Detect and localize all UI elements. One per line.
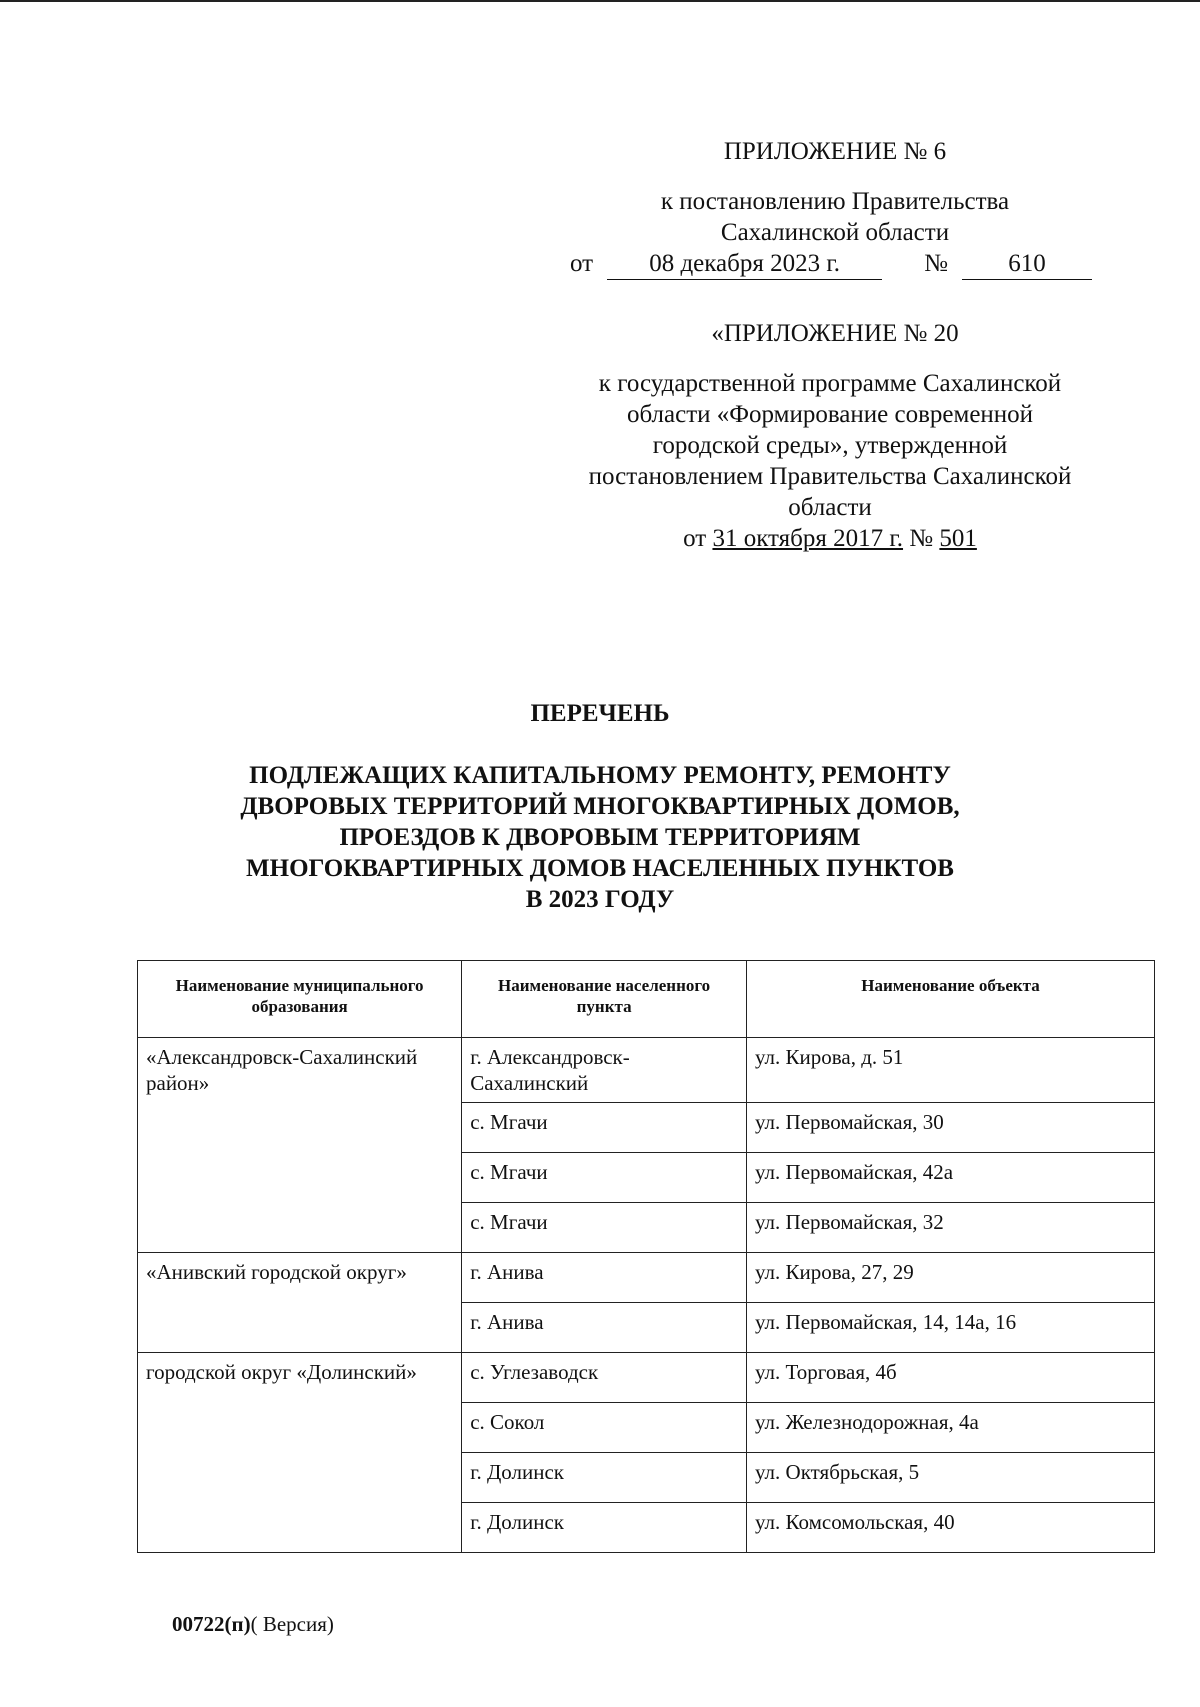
object-cell: ул. Кирова, д. 51 <box>746 1038 1154 1103</box>
decree-date: 08 декабря 2023 г. <box>607 248 882 280</box>
table-header-row <box>138 961 1155 1038</box>
object-cell: ул. Железнодорожная, 4а <box>746 1403 1154 1453</box>
program-line: к государственной программе Сахалинской <box>598 370 1062 397</box>
table-row <box>138 1353 1155 1403</box>
settlement-cell: г. Анива <box>462 1253 747 1303</box>
document-footer <box>172 1612 334 1637</box>
program-line: городской среды», утвержденной <box>652 432 1008 459</box>
number-sign: № <box>924 250 948 277</box>
object-cell: ул. Первомайская, 14, 14а, 16 <box>746 1303 1154 1353</box>
municipality-cell: «Александровск-Сахалинский район» <box>138 1038 462 1253</box>
decree-number: 610 <box>962 248 1092 280</box>
settlement-cell: г. Анива <box>462 1303 747 1353</box>
subtitle-line: ПРОЕЗДОВ К ДВОРОВЫМ ТЕРРИТОРИЯМ <box>339 824 861 851</box>
subtitle-line: В 2023 ГОДУ <box>525 886 675 913</box>
top-border-line <box>0 0 1200 2</box>
program-number: 501 <box>939 525 977 552</box>
subtitle-line: ДВОРОВЫХ ТЕРРИТОРИЙ МНОГОКВАРТИРНЫХ ДОМОВ, <box>240 793 960 820</box>
settlement-cell: с. Мгачи <box>462 1153 747 1203</box>
decree-line: к постановлению Правительства <box>660 188 1010 215</box>
from-word: от <box>570 250 594 277</box>
municipality-cell: городской округ «Долинский» <box>138 1353 462 1553</box>
document-title: ПЕРЕЧЕНЬ <box>530 700 670 727</box>
document-code: 00722(п) <box>172 1612 251 1636</box>
header-settlement: Наименование населенного пункта <box>462 961 747 1038</box>
table-row <box>138 1253 1155 1303</box>
decree-date-line <box>570 248 1092 280</box>
header-municipality: Наименование муниципального образования <box>138 961 462 1038</box>
object-cell: ул. Первомайская, 32 <box>746 1203 1154 1253</box>
settlement-cell: с. Мгачи <box>462 1103 747 1153</box>
settlement-cell: г. Долинск <box>462 1503 747 1553</box>
settlement-cell: с. Углезаводск <box>462 1353 747 1403</box>
settlement-cell: г. Долинск <box>462 1453 747 1503</box>
objects-table <box>137 960 1155 1553</box>
document-version: ( Версия) <box>250 1612 334 1636</box>
table-row <box>138 1038 1155 1103</box>
settlement-cell: с. Мгачи <box>462 1203 747 1253</box>
subtitle-line: МНОГОКВАРТИРНЫХ ДОМОВ НАСЕЛЕННЫХ ПУНКТОВ <box>246 855 954 882</box>
appendix-title: ПРИЛОЖЕНИЕ № 6 <box>723 138 947 165</box>
settlement-cell: г. Александровск-Сахалинский <box>462 1038 747 1103</box>
object-cell: ул. Октябрьская, 5 <box>746 1453 1154 1503</box>
object-cell: ул. Комсомольская, 40 <box>746 1503 1154 1553</box>
object-cell: ул. Торговая, 4б <box>746 1353 1154 1403</box>
object-cell: ул. Первомайская, 30 <box>746 1103 1154 1153</box>
object-cell: ул. Кирова, 27, 29 <box>746 1253 1154 1303</box>
program-date: 31 октября 2017 г. <box>712 525 904 552</box>
program-line: области <box>788 494 872 521</box>
subtitle-line: ПОДЛЕЖАЩИХ КАПИТАЛЬНОМУ РЕМОНТУ, РЕМОНТУ <box>249 762 951 789</box>
settlement-cell: с. Сокол <box>462 1403 747 1453</box>
program-line: постановлением Правительства Сахалинской <box>588 463 1072 490</box>
program-date-line <box>550 523 1110 554</box>
program-line: области «Формирование современной <box>626 401 1034 428</box>
document-subtitle <box>150 760 1050 915</box>
decree-reference <box>590 186 1080 248</box>
municipality-cell: «Анивский городской округ» <box>138 1253 462 1353</box>
appendix20-title: «ПРИЛОЖЕНИЕ № 20 <box>711 320 959 347</box>
number-sign: № <box>909 525 934 552</box>
program-reference <box>550 368 1110 554</box>
object-cell: ул. Первомайская, 42а <box>746 1153 1154 1203</box>
from-word: от <box>683 525 707 552</box>
decree-line: Сахалинской области <box>720 219 950 246</box>
header-object: Наименование объекта <box>746 961 1154 1038</box>
